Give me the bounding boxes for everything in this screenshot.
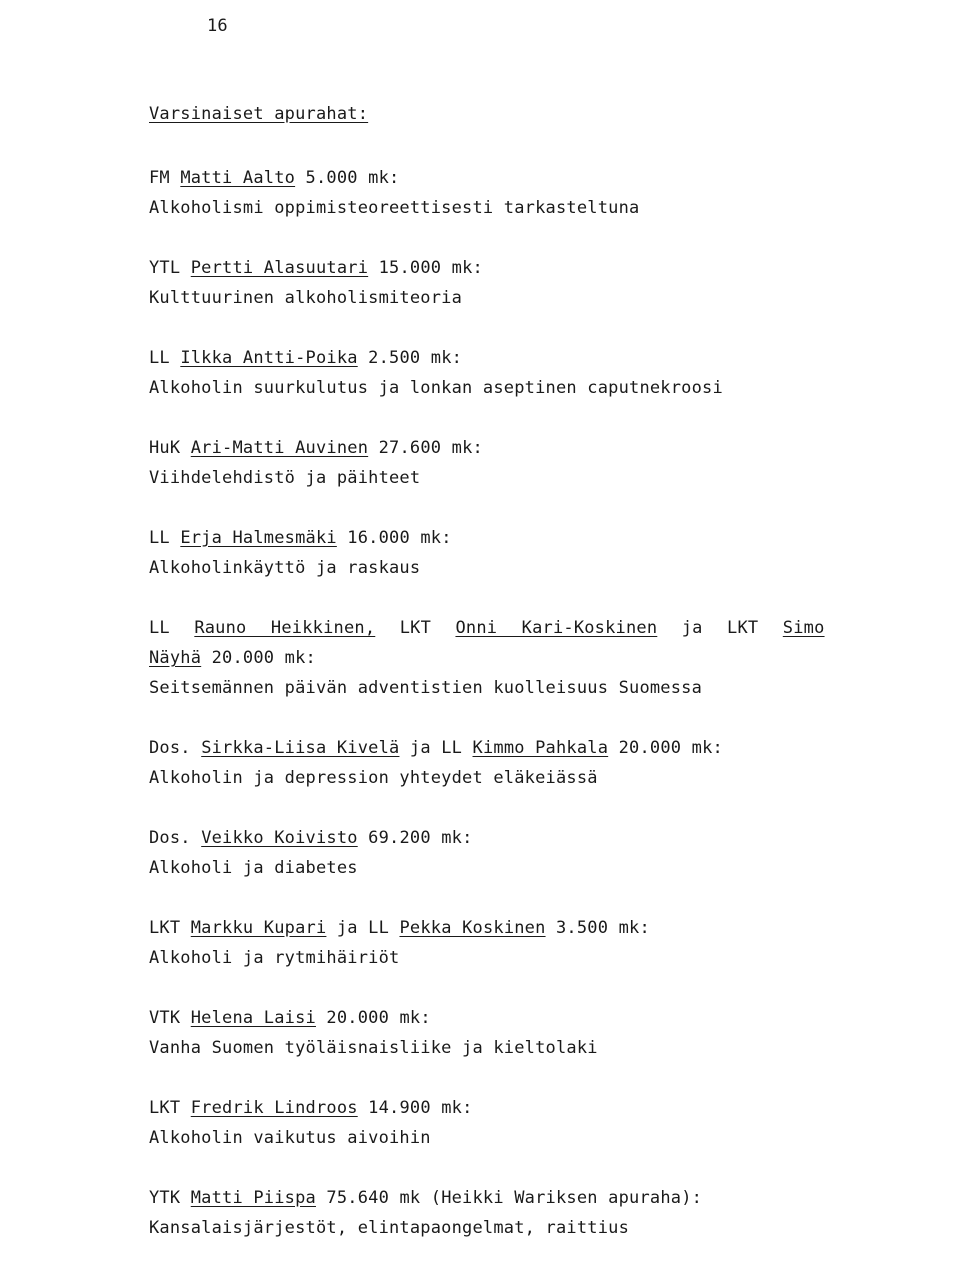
grant-topic: Alkoholin ja depression yhteydet eläkeiässä: [149, 768, 598, 788]
grant-recipient-line: [149, 343, 869, 373]
grant-recipient-line: [149, 823, 869, 853]
recipient-name: Matti Piispa: [190, 1188, 316, 1208]
recipient-name: Näyhä: [149, 648, 202, 668]
grant-list: [149, 163, 869, 1273]
recipient-name: Simo: [782, 618, 825, 638]
grant-amount: 5.000 mk:: [305, 168, 400, 188]
grant-topic: Alkoholinkäyttö ja raskaus: [149, 558, 421, 578]
grant-topic: Alkoholismi oppimisteoreettisesti tarkasteltuna: [149, 198, 640, 218]
grant-topic: Alkoholin suurkulutus ja lonkan aseptinen caputnekroosi: [149, 378, 723, 398]
grant-entry-laisi: [149, 1003, 869, 1063]
grant-topic: Seitsemännen päivän adventistien kuolleisuus Suomessa: [149, 678, 703, 698]
recipient-title: VTK: [149, 1008, 181, 1028]
grant-entry-kivela: [149, 733, 869, 793]
recipient-name: Helena Laisi: [190, 1008, 316, 1028]
recipient-name: Ari-Matti Auvinen: [190, 438, 369, 458]
grant-amount: 16.000 mk:: [347, 528, 452, 548]
recipient-name: Onni Kari-Koskinen: [455, 618, 658, 638]
grant-recipient-line: [149, 433, 869, 463]
recipient-title: YTL: [149, 258, 181, 278]
recipient-title: LKT: [399, 618, 432, 638]
recipient-title: LL: [441, 738, 463, 758]
recipient-title: Dos.: [149, 828, 191, 848]
grant-entry-auvinen: [149, 433, 869, 493]
grant-amount: 20.000 mk:: [211, 648, 316, 668]
recipient-title: LL: [368, 918, 390, 938]
grant-amount: 75.640 mk (Heikki Wariksen apuraha):: [326, 1188, 703, 1208]
grant-topic: Viihdelehdistö ja päihteet: [149, 468, 421, 488]
grant-amount: 20.000 mk:: [326, 1008, 431, 1028]
recipient-name: Markku Kupari: [190, 918, 327, 938]
grant-amount: 14.900 mk:: [368, 1098, 473, 1118]
recipient-joiner: ja: [336, 918, 358, 938]
recipient-name: Matti Aalto: [180, 168, 296, 188]
grant-recipient-line: [149, 163, 869, 193]
grant-entry-alasuutari: [149, 253, 869, 313]
recipient-title: YTK: [149, 1188, 181, 1208]
grant-recipient-line: [149, 913, 869, 943]
recipient-name: Ilkka Antti-Poika: [180, 348, 358, 368]
recipient-title: FM: [149, 168, 170, 188]
recipient-name: Pertti Alasuutari: [190, 258, 369, 278]
grant-recipient-line-continued: [149, 643, 869, 673]
grant-topic: Vanha Suomen työläisnaisliike ja kieltolaki: [149, 1038, 598, 1058]
grant-recipient-line: [149, 1183, 869, 1213]
grant-amount: 3.500 mk:: [556, 918, 650, 938]
recipient-title: Dos.: [149, 738, 191, 758]
recipient-title: LL: [149, 348, 170, 368]
grant-topic: Kulttuurinen alkoholismiteoria: [149, 288, 463, 308]
grant-entry-piispa: [149, 1183, 869, 1243]
grant-amount: 69.200 mk:: [368, 828, 473, 848]
grant-topic: Alkoholi ja diabetes: [149, 858, 358, 878]
grant-recipient-line: [149, 523, 869, 553]
recipient-joiner: ja: [409, 738, 431, 758]
recipient-name: Veikko Koivisto: [201, 828, 358, 848]
grant-recipient-line: [149, 1093, 869, 1123]
section-heading: Varsinaiset apurahat:: [149, 104, 369, 124]
grant-entry-aalto: [149, 163, 869, 223]
grant-entry-heikkinen: [149, 613, 869, 703]
grant-recipient-line: [149, 1003, 869, 1033]
grant-recipient-line: [149, 613, 869, 643]
grant-entry-kupari: [149, 913, 869, 973]
grant-entry-halmesmaki: [149, 523, 869, 583]
recipient-joiner: ja: [681, 618, 703, 638]
grant-topic: Kansalaisjärjestöt, elintapaongelmat, raittius: [149, 1218, 630, 1238]
grant-entry-antti-poika: [149, 343, 869, 403]
grant-topic: Alkoholin vaikutus aivoihin: [149, 1128, 431, 1148]
recipient-title: LKT: [149, 918, 181, 938]
grant-entry-koivisto: [149, 823, 869, 883]
page-number: 16: [207, 16, 228, 36]
recipient-title: HuK: [149, 438, 181, 458]
recipient-title: LKT: [149, 1098, 181, 1118]
grant-entry-lindroos: [149, 1093, 869, 1153]
recipient-title: LL: [149, 528, 170, 548]
grant-amount: 15.000 mk:: [378, 258, 483, 278]
recipient-title: LL: [149, 618, 170, 638]
grant-recipient-line: [149, 733, 869, 763]
grant-amount: 20.000 mk:: [618, 738, 723, 758]
recipient-name: Pekka Koskinen: [399, 918, 546, 938]
grant-topic: Alkoholi ja rytmihäiriöt: [149, 948, 400, 968]
grant-amount: 2.500 mk:: [368, 348, 463, 368]
grant-amount: 27.600 mk:: [378, 438, 483, 458]
recipient-name: Erja Halmesmäki: [180, 528, 337, 548]
recipient-name: Fredrik Lindroos: [190, 1098, 358, 1118]
recipient-title: LKT: [727, 618, 759, 638]
recipient-name: Sirkka-Liisa Kivelä: [201, 738, 400, 758]
grant-recipient-line: [149, 253, 869, 283]
recipient-name: Kimmo Pahkala: [472, 738, 609, 758]
recipient-name: Rauno Heikkinen,: [194, 618, 376, 638]
